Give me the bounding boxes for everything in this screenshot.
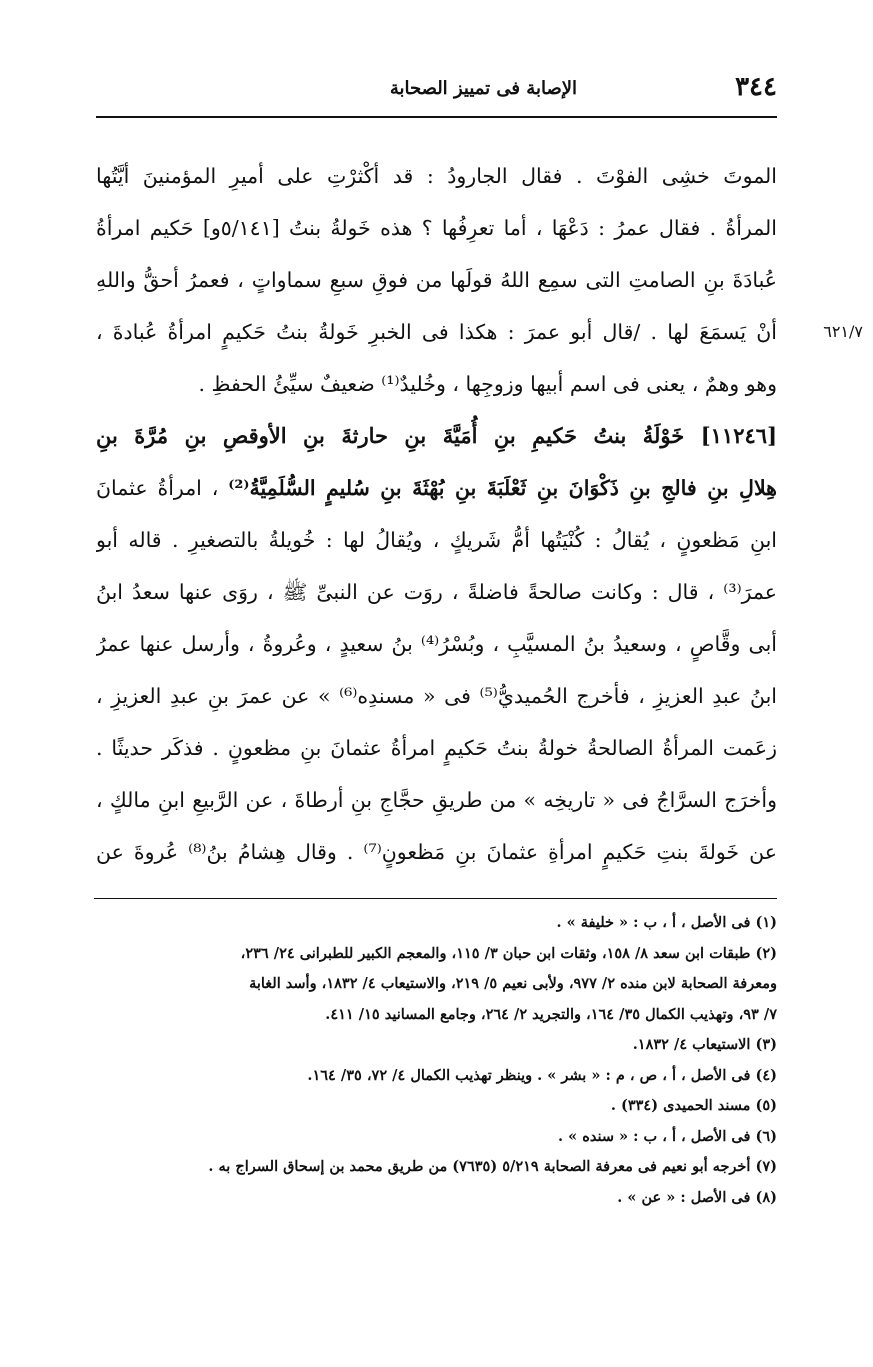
footnote-continuation: ومعرفة الصحابة لابن منده ٢/ ٩٧٧، ولأبى نعيم ٥/ ٢١٩، والاستيعاب ٤/ ١٨٣٢، وأسد الغابة [249,975,777,992]
text-line: أنْ يَسمَعَ لها . /قال أبو عمرَ : هكذا فى الخبرِ خَولةُ بنتُ حَكيمٍ امرأةُ عُبادةَ ، [96,320,777,344]
footnote: (٣) الاستيعاب ٤/ ١٨٣٢. [632,1036,777,1053]
header-divider [96,116,777,118]
entry-heading: [١١٢٤٦] خَوْلَةُ بنتُ حَكيمِ بنِ أُمَيَّةَ بنِ حارثةَ بنِ الأوقصِ بنِ مُرَّةَ بنِ [96,423,777,448]
margin-reference: ٦٢١/٧ [823,322,863,341]
text-line: المرأةُ . فقال عمرُ : دَعْهَا ، أما تعرِفُها ؟ هذه خَولةُ بنتُ [٥/١٤١و] حَكيم امرأةُ [96,216,777,240]
footnote: (٥) مسند الحميدى (٣٣٤) . [610,1097,777,1114]
footnote: (٨) فى الأصل : « عن » . [617,1188,777,1206]
text-line: عن خَولةَ بنتِ حَكيمٍ امرأةِ عثمانَ بنِ مَظعونٍ⁽⁷⁾ . وقال هِشامُ بنُ⁽⁸⁾ عُروةَ عن [96,840,777,864]
footnote: (٢) طبقات ابن سعد ٨/ ١٥٨، وثقات ابن حبان ٣/ ١١٥، والمعجم الكبير للطبرانى ٢٤/ ٢٣٦، [240,944,777,962]
running-title: الإصابة فى تمييز الصحابة [389,78,577,99]
main-text [96,150,777,878]
text-line: وهو وهمٌ ، يعنى فى اسم أبيها وزوجِها ، وخُليدٌ⁽¹⁾ ضعيفٌ سيِّئُ الحفظِ . [198,372,777,396]
text-line: عُبادَةَ بنِ الصامتِ التى سمِع اللهُ قولَها من فوقِ سبعِ سماواتٍ ، فعمرُ أحقُّ واللهِ [96,268,777,292]
footnotes [96,908,777,1213]
footnote: (١) فى الأصل ، أ ، ب : « خليفة » . [556,914,777,931]
footnote: (٧) أخرجه أبو نعيم فى معرفة الصحابة ٥/٢١٩ (٧٦٣٥) من طريق محمد بن إسحاق السراج به . [208,1158,777,1175]
entry-heading-line-2 [96,462,777,514]
footnote-divider [94,898,777,899]
entry-heading-tail: ، امرأةُ عثمانَ [96,476,229,500]
text-line: ابنُ عبدِ العزيزِ ، فأخرج الحُميديُّ⁽⁵⁾ فى « مسندِه⁽⁶⁾ » عن عمرَ بنِ عبدِ العزيزِ ، [96,684,777,708]
page-header [96,72,777,108]
text-line: زعَمت المرأةُ الصالحةُ خولةُ بنتُ حَكيمٍ امرأةُ عثمانَ بنِ مظعونٍ . فذكَر حديثًا . [96,736,777,760]
footnote: (٦) فى الأصل ، أ ، ب : « سنده » . [558,1127,777,1145]
page-number: ٣٤٤ [735,72,777,102]
text-line: ابنِ مَظعونٍ ، يُقالُ : كُنْيَتُها أمُّ شَريكٍ ، ويُقالُ لها : خُويلةُ بالتصغيرِ . قاله أبو [96,528,777,552]
entry-heading-continuation: هِلالِ بنِ فالجِ بنِ ذَكْوَانَ بنِ ثَعْلَبَةَ بنِ بُهْثَةَ بنِ سُليمٍ السُّلَمِيَّةُ⁽²⁾ [228,476,777,500]
text-line: وأخرَج السرَّاجُ فى « تاريخِه » من طريقِ حجَّاجِ بنِ أرطاةَ ، عن الرَّبيعِ ابنِ مالكٍ ، [96,788,777,812]
text-line: عمرَ⁽³⁾ ، قال : وكانت صالحةً فاضلةً ، روَت عن النبىِّ ﷺ ، روَى عنها سعدُ ابنُ [96,580,777,604]
text-line: الموتَ خشِى الفوْتَ . فقال الجارودُ : قد أكْثرْتِ على أميرِ المؤمنينَ أيَّتُها [96,164,777,188]
footnote: (٤) فى الأصل ، أ ، ص ، م : « بشر » . وينظر تهذيب الكمال ٤/ ٧٢، ٣٥/ ١٦٤. [307,1066,777,1084]
text-line: أبى وقَّاصٍ ، وسعيدُ بنُ المسيَّبِ ، وبُسْرُ⁽⁴⁾ بنُ سعيدٍ ، وعُروةُ ، وأرسل عنها عمرُ [96,632,777,656]
footnote-continuation: ٧/ ٩٣، وتهذيب الكمال ٣٥/ ١٦٤، والتجريد ٢/ ٢٦٤، وجامع المسانيد ١٥/ ٤١١. [325,1005,777,1023]
